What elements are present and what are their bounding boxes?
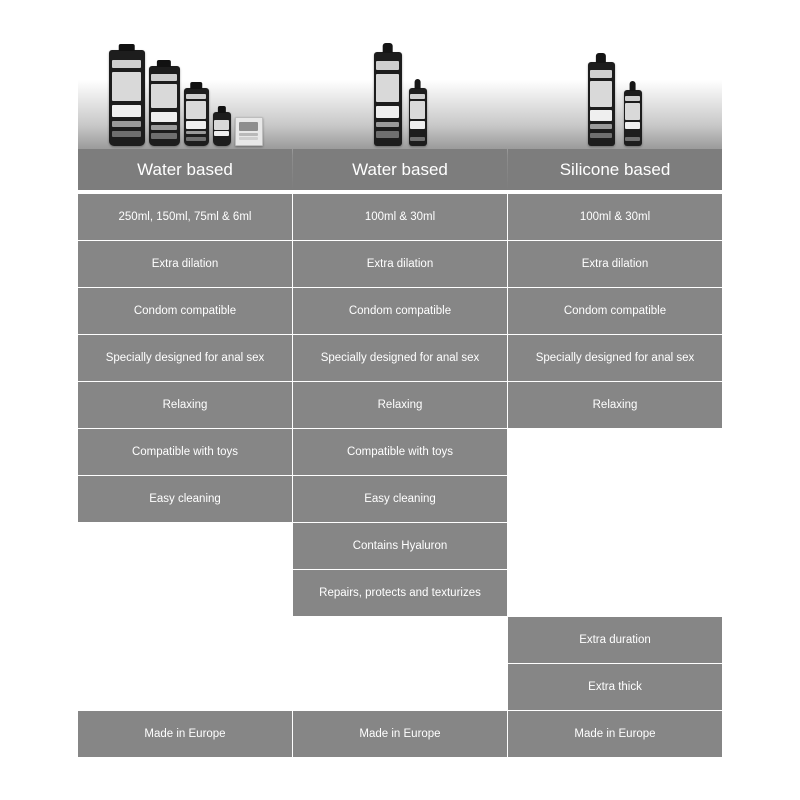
label-brand bbox=[112, 60, 142, 69]
bottle-neck bbox=[382, 43, 393, 53]
label-footer bbox=[151, 133, 176, 139]
label-wordmark bbox=[214, 131, 229, 135]
product-bottle-100ml bbox=[374, 52, 402, 146]
cell-col3-feature-4: Relaxing bbox=[508, 382, 722, 428]
cell-col3-feature-3: Specially designed for anal sex bbox=[508, 335, 722, 381]
cell-col2-feature-5: Compatible with toys bbox=[293, 429, 507, 475]
label-wordmark bbox=[376, 106, 399, 118]
cell-col2-feature-2: Condom compatible bbox=[293, 288, 507, 334]
label-artwork bbox=[590, 81, 612, 106]
product-bottle-silicone-100ml bbox=[588, 62, 615, 146]
cell-col3-sizes: 100ml & 30ml bbox=[508, 194, 722, 240]
label-wordmark bbox=[590, 110, 612, 121]
column-header-3: Silicone based bbox=[508, 149, 722, 190]
label-artwork bbox=[151, 84, 176, 108]
cell-col1-feature-1: Extra dilation bbox=[78, 241, 292, 287]
box-wordmark bbox=[239, 133, 258, 136]
label-wordmark bbox=[625, 122, 640, 129]
cell-col3-feature-6: Extra thick bbox=[508, 664, 722, 710]
label-artwork bbox=[214, 120, 229, 130]
cell-col3-origin: Made in Europe bbox=[508, 711, 722, 757]
cell-col1-sizes: 250ml, 150ml, 75ml & 6ml bbox=[78, 194, 292, 240]
label-brand bbox=[410, 94, 425, 99]
label-artwork bbox=[376, 74, 399, 102]
tube-cap bbox=[118, 44, 135, 51]
label-artwork bbox=[186, 101, 207, 118]
cell-col3-feature-1: Extra dilation bbox=[508, 241, 722, 287]
label-subtext bbox=[590, 124, 612, 129]
product-bottle-silicone-30ml bbox=[624, 90, 642, 146]
label-artwork bbox=[410, 101, 425, 118]
label-wordmark bbox=[151, 112, 176, 122]
label-footer bbox=[376, 131, 399, 138]
label-footer bbox=[112, 131, 142, 138]
cell-col2-origin: Made in Europe bbox=[293, 711, 507, 757]
label-subtext bbox=[151, 125, 176, 130]
label-subtext bbox=[186, 131, 207, 134]
tube-cap bbox=[217, 106, 225, 113]
column-header-2: Water based bbox=[293, 149, 507, 190]
label-brand bbox=[151, 74, 176, 81]
label-brand bbox=[186, 94, 207, 99]
label-artwork bbox=[112, 72, 142, 101]
cell-col2-feature-8: Repairs, protects and texturizes bbox=[293, 570, 507, 616]
cell-col2-feature-1: Extra dilation bbox=[293, 241, 507, 287]
tube-cap bbox=[157, 60, 171, 67]
cell-col1-feature-4: Relaxing bbox=[78, 382, 292, 428]
tube-cap bbox=[190, 82, 202, 89]
label-footer bbox=[410, 137, 425, 141]
cell-col2-feature-6: Easy cleaning bbox=[293, 476, 507, 522]
cell-col1-feature-2: Condom compatible bbox=[78, 288, 292, 334]
product-tube-150ml bbox=[149, 66, 180, 146]
cell-col2-feature-4: Relaxing bbox=[293, 382, 507, 428]
cell-col1-feature-5: Compatible with toys bbox=[78, 429, 292, 475]
cell-col3-feature-5: Extra duration bbox=[508, 617, 722, 663]
product-tube-75ml bbox=[184, 88, 209, 146]
label-artwork bbox=[625, 103, 640, 120]
cell-col2-feature-3: Specially designed for anal sex bbox=[293, 335, 507, 381]
cell-col2-sizes: 100ml & 30ml bbox=[293, 194, 507, 240]
bottle-neck bbox=[414, 79, 421, 89]
label-wordmark bbox=[186, 121, 207, 129]
label-subtext bbox=[376, 122, 399, 128]
label-footer bbox=[590, 133, 612, 139]
column-header-1: Water based bbox=[78, 149, 292, 190]
label-footer bbox=[625, 137, 640, 141]
label-subtext bbox=[112, 121, 142, 127]
bottle-neck bbox=[596, 53, 606, 63]
bottle-neck bbox=[629, 81, 636, 91]
label-brand bbox=[625, 96, 640, 101]
label-wordmark bbox=[112, 105, 142, 117]
label-footer bbox=[186, 137, 207, 141]
box-subtext bbox=[239, 137, 258, 139]
cell-col2-feature-7: Contains Hyaluron bbox=[293, 523, 507, 569]
label-brand bbox=[376, 61, 399, 69]
label-wordmark bbox=[410, 121, 425, 129]
product-tube-250ml bbox=[109, 50, 145, 146]
product-tube-6ml bbox=[213, 112, 231, 146]
label-brand bbox=[590, 70, 612, 78]
cell-col1-origin: Made in Europe bbox=[78, 711, 292, 757]
product-bottle-30ml bbox=[409, 88, 427, 146]
cell-col1-feature-3: Specially designed for anal sex bbox=[78, 335, 292, 381]
product-sachet-box bbox=[235, 117, 263, 146]
cell-col1-feature-6: Easy cleaning bbox=[78, 476, 292, 522]
box-artwork bbox=[239, 122, 258, 131]
cell-col3-feature-2: Condom compatible bbox=[508, 288, 722, 334]
